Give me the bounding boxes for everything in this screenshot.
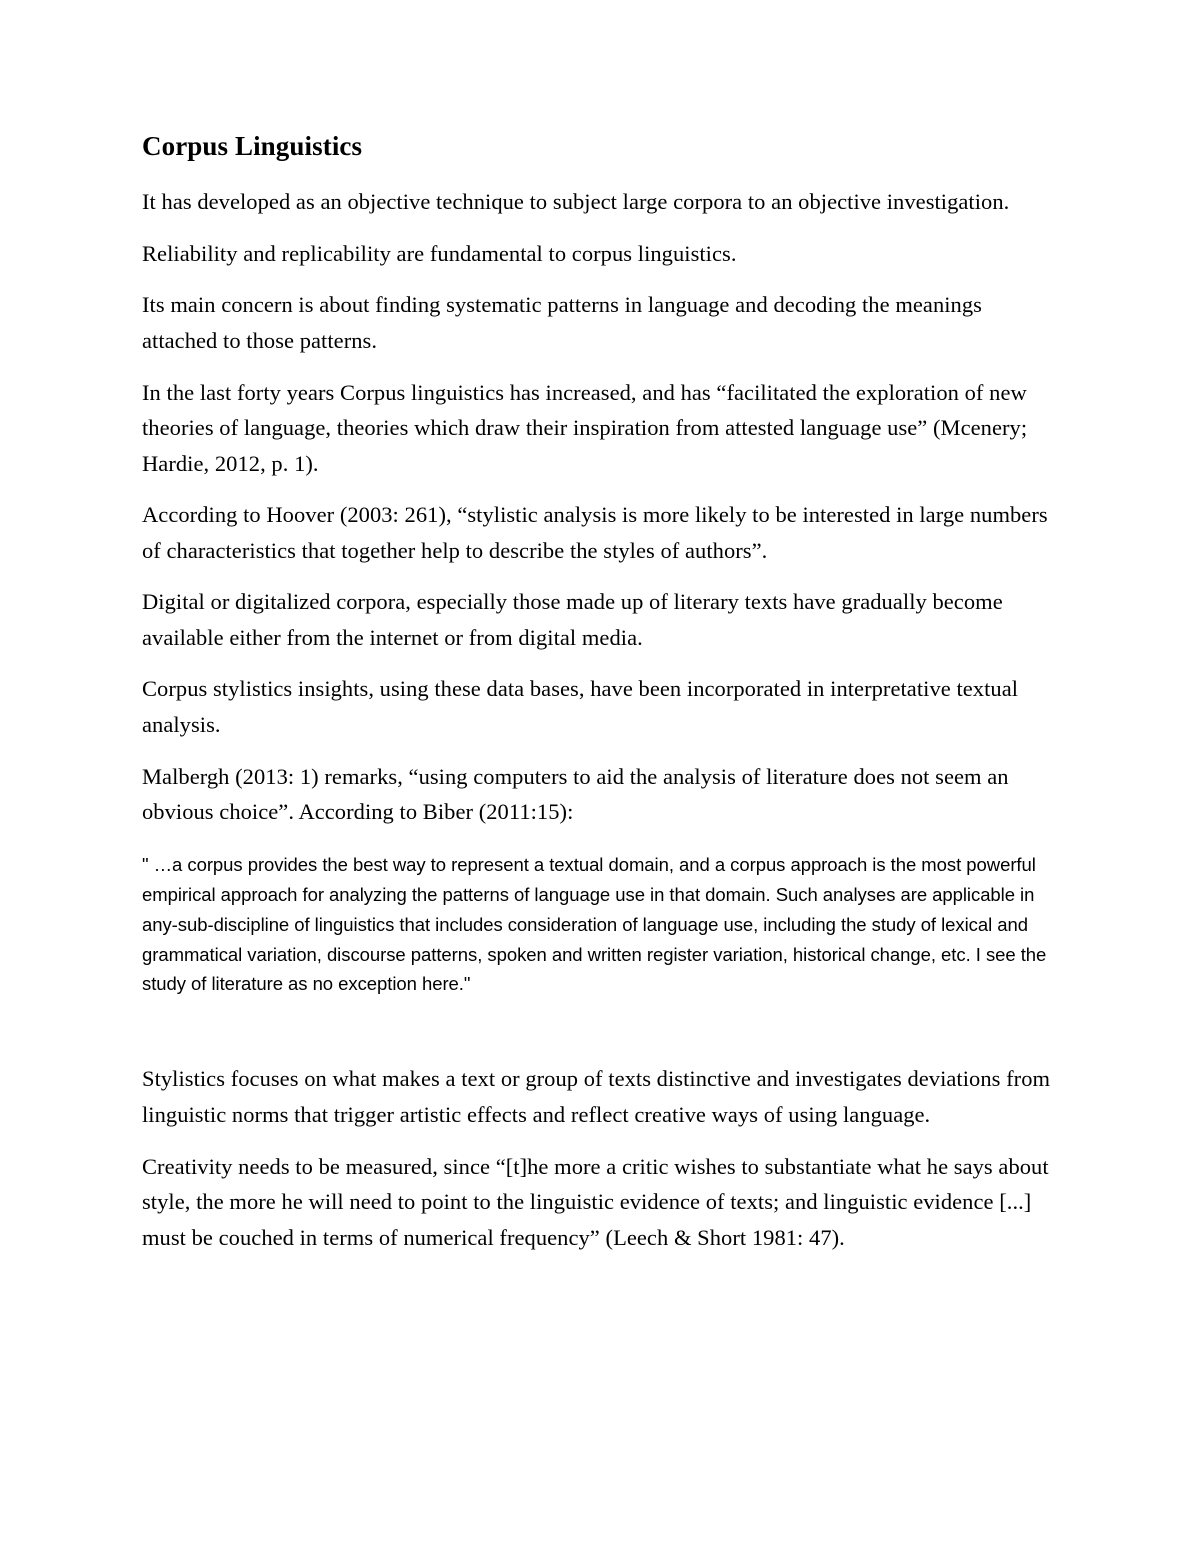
page-title: Corpus Linguistics bbox=[142, 131, 363, 161]
paragraph-9: Stylistics focuses on what makes a text or group of texts distinctive and investigates deviations from linguistic norms that trigger artistic effects and reflect creative ways of using language. bbox=[142, 1066, 1051, 1127]
paragraph-10: Creativity needs to be measured, since “[t]he more a critic wishes to substantiate what he says about style, the more he will need to point to the linguistic evidence of texts; and linguistic evidence [...] must be couched in terms of numerical frequency” (Leech & Short 1981: 47). bbox=[142, 1153, 1049, 1250]
section-spacer bbox=[142, 999, 1060, 1061]
paragraph-3: Its main concern is about finding systematic patterns in language and decoding the meanings attached to those patterns. bbox=[142, 292, 982, 354]
block-quote: " …a corpus provides the best way to represent a textual domain, and a corpus approach is the most powerful empirical approach for analyzing the patterns of language use in that domain. Such analyses are applicable in any-sub-discipline of linguistics that includes consideration of language use, including the study of lexical and grammatical variation, discourse patterns, spoken and written register variation, historical change, etc. I see the study of literature as no exception here." bbox=[142, 853, 1047, 995]
paragraph-6: Digital or digitalized corpora, especially those made up of literary texts have gradually become available either from the internet or from digital media. bbox=[142, 589, 1003, 650]
paragraph-7: Corpus stylistics insights, using these data bases, have been incorporated in interpretative textual analysis. bbox=[142, 676, 1019, 737]
paragraph-4: In the last forty years Corpus linguistics has increased, and has “facilitated the exploration of new theories of language, theories which draw their inspiration from attested language use” (Mcenery; Hardie, 2012, p. 1). bbox=[142, 379, 1028, 476]
paragraph-8: Malbergh (2013: 1) remarks, “using computers to aid the analysis of literature does not seem an obvious choice”. According to Biber (2011:15): bbox=[142, 763, 1009, 825]
paragraph-1: It has developed as an objective technique to subject large corpora to an objective investigation. bbox=[142, 189, 1010, 215]
paragraph-5: According to Hoover (2003: 261), “stylistic analysis is more likely to be interested in large numbers of characteristics that together help to describe the styles of authors”. bbox=[142, 502, 1048, 563]
paragraph-2: Reliability and replicability are fundamental to corpus linguistics. bbox=[142, 240, 737, 266]
